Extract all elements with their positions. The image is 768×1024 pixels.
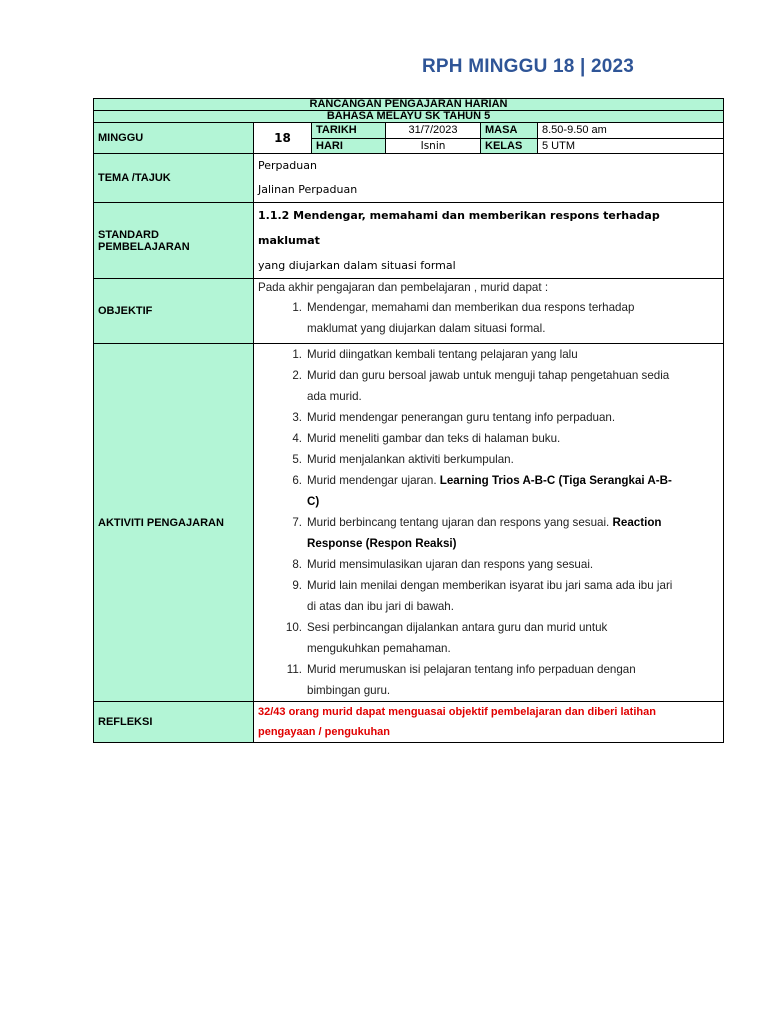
list-number: 2.: [292, 369, 302, 382]
lesson-plan-table: [93, 98, 724, 743]
list-text: Murid lain menilai dengan memberikan isyarat ibu jari sama ada ibu jari: [307, 579, 673, 592]
list-text: di atas dan ibu jari di bawah.: [307, 600, 454, 613]
standard-label-line: PEMBELAJARAN: [98, 240, 190, 253]
tarikh-value: 31/7/2023: [386, 123, 481, 139]
tema-content: [254, 154, 724, 203]
list-item: [258, 533, 719, 554]
list-item: [258, 680, 719, 701]
aktiviti-label: AKTIVITI PENGAJARAN: [94, 344, 254, 702]
list-number: 4.: [292, 432, 302, 445]
list-number: 3.: [292, 411, 302, 424]
list-text-bold: C): [307, 495, 320, 508]
list-number: 7.: [292, 516, 302, 529]
list-number: 8.: [292, 558, 302, 571]
list-item: [258, 554, 719, 575]
list-text: Murid mendengar penerangan guru tentang info perpaduan.: [307, 411, 616, 424]
list-item: [258, 318, 719, 339]
minggu-label: MINGGU: [94, 123, 254, 154]
list-text: maklumat yang diujarkan dalam situasi formal.: [307, 322, 546, 335]
masa-label: MASA: [481, 123, 538, 139]
list-item: [258, 428, 719, 449]
list-text: Murid berbincang tentang ujaran dan respons yang sesuai.: [307, 516, 613, 529]
minggu-value: 18: [254, 123, 312, 154]
list-text-bold: Learning Trios A-B-C (Tiga Serangkai A-B-: [439, 474, 672, 487]
header-subtitle: BAHASA MELAYU SK TAHUN 5: [94, 111, 724, 123]
list-item: [258, 407, 719, 428]
list-number: 1.: [292, 348, 302, 361]
standard-content: [254, 203, 724, 279]
list-item: [258, 449, 719, 470]
list-text: Murid dan guru bersoal jawab untuk menguji tahap pengetahuan sedia: [307, 369, 670, 382]
objektif-content: [254, 279, 724, 344]
list-text: Murid merumuskan isi pelajaran tentang info perpaduan dengan: [307, 663, 636, 676]
list-text: bimbingan guru.: [307, 684, 391, 697]
list-item: [258, 344, 719, 365]
list-item: [258, 470, 719, 491]
list-text: ada murid.: [307, 390, 362, 403]
hari-label: HARI: [312, 138, 386, 154]
list-number: 9.: [292, 579, 302, 592]
tema-line: Perpaduan: [258, 159, 317, 172]
tema-label: TEMA /TAJUK: [94, 154, 254, 203]
list-text: mengukuhkan pemahaman.: [307, 642, 451, 655]
kelas-value: 5 UTM: [538, 138, 724, 154]
list-text: Mendengar, memahami dan memberikan dua respons terhadap: [307, 301, 635, 314]
tema-line: Jalinan Perpaduan: [258, 183, 358, 196]
list-item: [258, 617, 719, 638]
list-item: [258, 638, 719, 659]
objektif-intro: Pada akhir pengajaran dan pembelajaran , murid dapat :: [258, 281, 549, 294]
list-text: Murid meneliti gambar dan teks di halaman buku.: [307, 432, 561, 445]
list-item: [258, 596, 719, 617]
list-number: 5.: [292, 453, 302, 466]
refleksi-line: 32/43 orang murid dapat menguasai objektif pembelajaran dan diberi latihan: [258, 706, 656, 718]
list-item: [258, 575, 719, 596]
list-text: Murid mensimulasikan ujaran dan respons yang sesuai.: [307, 558, 594, 571]
aktiviti-list: [258, 344, 719, 701]
standard-line: 1.1.2 Mendengar, memahami dan memberikan respons terhadap maklumat: [258, 209, 660, 247]
kelas-label: KELAS: [481, 138, 538, 154]
list-item: [258, 297, 719, 318]
list-item: [258, 512, 719, 533]
refleksi-line: pengayaan / pengukuhan: [258, 726, 391, 738]
list-number: 10.: [285, 621, 302, 634]
list-item: [258, 365, 719, 386]
header-title: RANCANGAN PENGAJARAN HARIAN: [94, 99, 724, 111]
list-number: 6.: [292, 474, 302, 487]
list-text: Sesi perbincangan dijalankan antara guru dan murid untuk: [307, 621, 608, 634]
standard-label-line: STANDARD: [98, 228, 159, 241]
masa-value: 8.50-9.50 am: [538, 123, 724, 139]
refleksi-content: [254, 702, 724, 743]
objektif-list: [258, 297, 719, 339]
list-text-bold: Reaction: [612, 516, 662, 529]
list-item: [258, 491, 719, 512]
list-text: Murid menjalankan aktiviti berkumpulan.: [307, 453, 514, 466]
hari-value: Isnin: [386, 138, 481, 154]
list-item: [258, 659, 719, 680]
tarikh-label: TARIKH: [312, 123, 386, 139]
list-text: Murid mendengar ujaran.: [307, 474, 440, 487]
standard-label: [94, 203, 254, 279]
list-number: 1.: [292, 301, 302, 314]
list-text: Murid diingatkan kembali tentang pelajaran yang lalu: [307, 348, 578, 361]
list-text-bold: Response (Respon Reaksi): [307, 537, 457, 550]
standard-line: yang diujarkan dalam situasi formal: [258, 259, 456, 272]
aktiviti-content: [254, 344, 724, 702]
page-title: RPH MINGGU 18 | 2023: [422, 56, 635, 77]
list-item: [258, 386, 719, 407]
list-number: 11.: [286, 663, 302, 676]
objektif-label: OBJEKTIF: [94, 279, 254, 344]
refleksi-label: REFLEKSI: [94, 702, 254, 743]
